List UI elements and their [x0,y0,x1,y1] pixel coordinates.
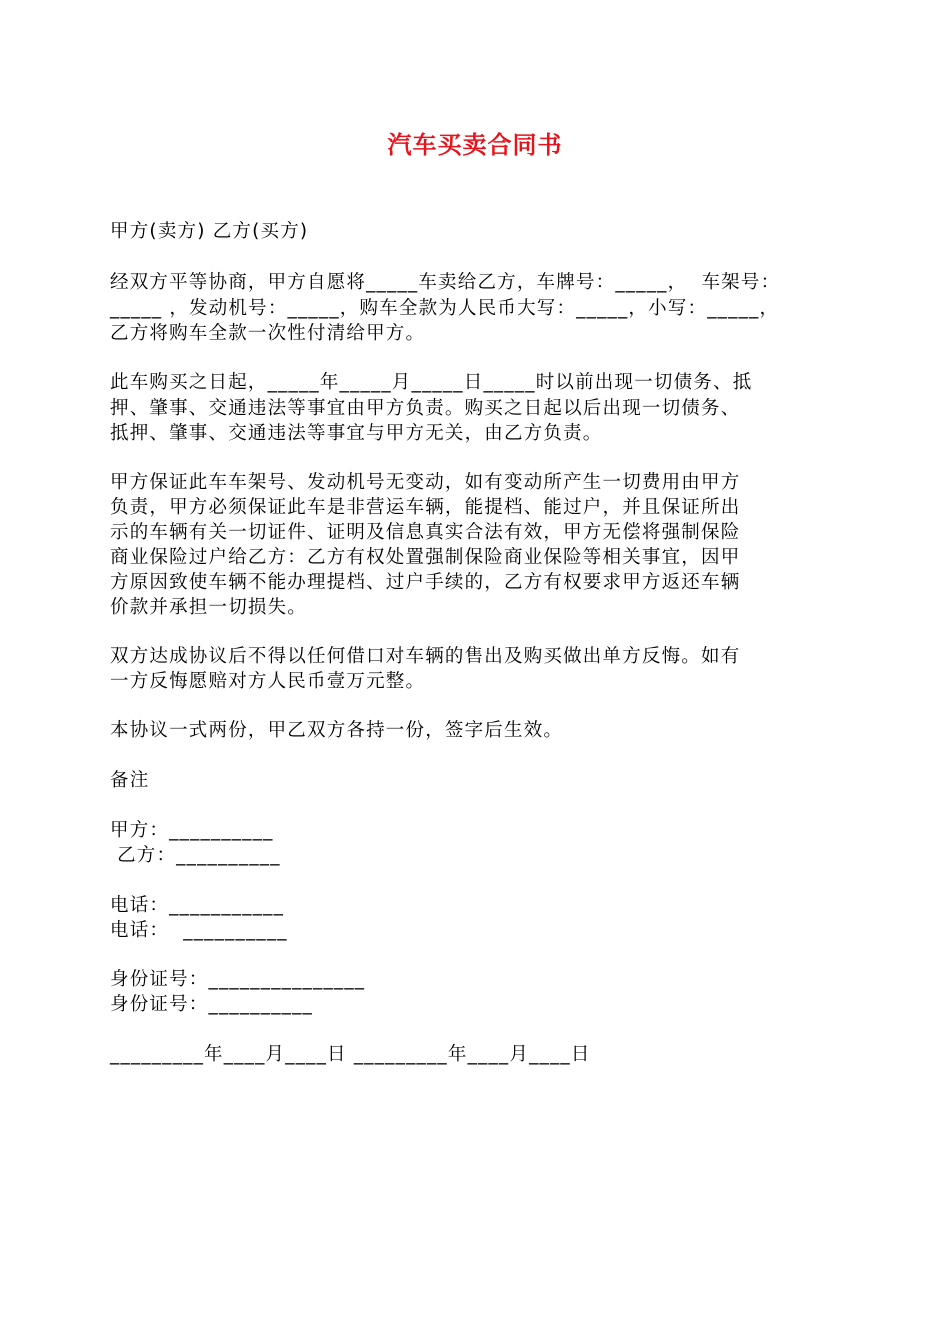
para5-text: 本协议一式两份，甲乙双方各持一份，签字后生效。 [110,720,564,741]
para3-line4: 商业保险过户给乙方：乙方有权处置强制保险商业保险等相关事宜，因甲 [110,547,741,568]
phone-party-a: 电话：___________ [110,895,285,916]
para3-line5: 方原因致使车辆不能办理提档、过户手续的，乙方有权要求甲方返还车辆 [110,572,741,593]
para1-line1: 经双方平等协商，甲方自愿将_____车卖给乙方，车牌号：_____， 车架号： [110,272,781,293]
para2-line3: 抵押、肇事、交通违法等事宜与甲方无关，由乙方负责。 [110,423,603,444]
id-party-a: 身份证号：_______________ [110,969,366,990]
parties-line: 甲方(卖方) 乙方(买方) [110,221,309,242]
para1-line3: 乙方将购车全款一次性付清给甲方。 [110,323,426,344]
para3-line3: 示的车辆有关一切证件、证明及信息真实合法有效，甲方无偿将强制保险 [110,522,741,543]
id-party-b: 身份证号：__________ [110,994,314,1015]
para3-line1: 甲方保证此车车架号、发动机号无变动，如有变动所产生一切费用由甲方 [110,472,741,493]
para3-line2: 负责，甲方必须保证此车是非营运车辆，能提档、能过户，并且保证所出 [110,497,741,518]
para2-line2: 押、肇事、交通违法等事宜由甲方负责。购买之日起以后出现一切债务、 [110,398,741,419]
remark-label: 备注 [110,770,150,791]
para3-line6: 价款并承担一切损失。 [110,597,308,618]
para1-line2: _____ ，发动机号：_____，购车全款为人民币大写：_____，小写：_____， [110,298,780,319]
para4-line1: 双方达成协议后不得以任何借口对车辆的售出及购买做出单方反悔。如有 [110,646,741,667]
sign-party-a: 甲方：__________ [110,820,274,841]
sign-party-b: 乙方：__________ [110,845,281,866]
date-line: _________年____月____日 _________年____月____日 [110,1044,591,1065]
para2-line1: 此车购买之日起，_____年_____月_____日_____时以前出现一切债务、抵 [110,372,753,393]
document-title: 汽车买卖合同书 [387,131,563,159]
para4-line2: 一方反悔愿赔对方人民币壹万元整。 [110,671,426,692]
phone-party-b: 电话： __________ [110,920,288,941]
